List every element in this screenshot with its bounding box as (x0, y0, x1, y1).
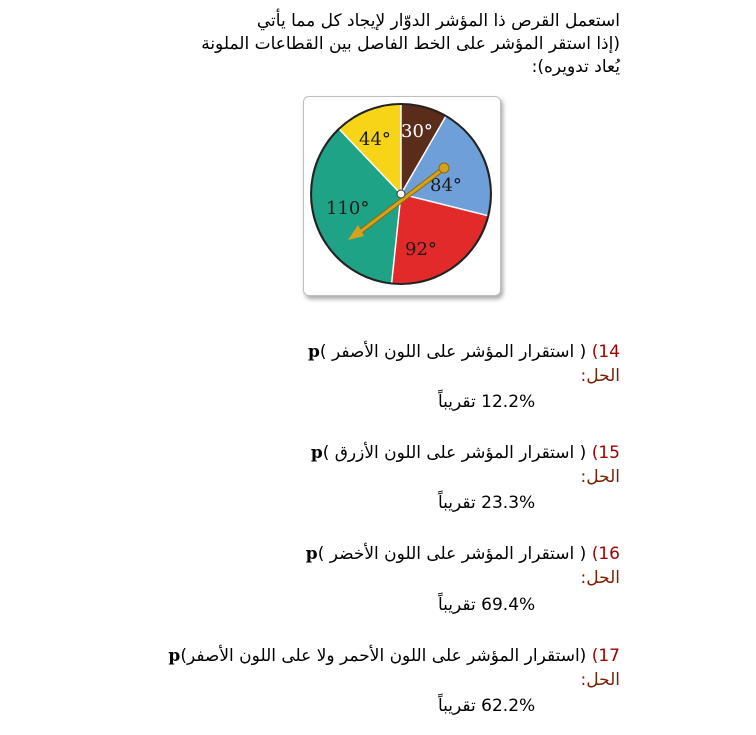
problem-number: 15) (591, 443, 620, 463)
problem-text: ( استقرار المؤشر على اللون الأصفر ) (319, 342, 587, 362)
problem-text: (استقرار المؤشر على اللون الأحمر ولا على اللون الأصفر) (180, 646, 587, 666)
answer-17: 62.2% تقريباً (438, 696, 536, 716)
probability-symbol: p (305, 544, 318, 564)
problem-17 (20, 644, 620, 692)
problem-14 (20, 340, 620, 388)
intro-text (60, 10, 620, 79)
problem-text: ( استقرار المؤشر على اللون الأخضر ) (317, 544, 587, 564)
label-30: 30° (401, 121, 433, 142)
intro-line-1: استعمل القرص ذا المؤشر الدوّار لإيجاد كل مما يأتي (256, 11, 620, 31)
solution-label: الحل: (580, 670, 620, 690)
problem-text: ( استقرار المؤشر على اللون الأزرق ) (322, 443, 587, 463)
answer-14: 12.2% تقريباً (438, 392, 536, 412)
answer-15: 23.3% تقريباً (438, 493, 536, 513)
spinner-figure (303, 96, 501, 296)
problem-15 (20, 441, 620, 489)
solution-label: الحل: (580, 568, 620, 588)
problem-16 (20, 542, 620, 590)
label-92: 92° (405, 239, 437, 260)
label-84: 84° (430, 175, 462, 196)
answer-16: 69.4% تقريباً (438, 595, 536, 615)
probability-symbol: p (168, 646, 181, 666)
intro-line-2: (إذا استقر المؤشر على الخط الفاصل بين القطاعات الملونة (201, 34, 620, 54)
solution-label: الحل: (580, 467, 620, 487)
problem-number: 14) (591, 342, 620, 362)
problem-number: 16) (591, 544, 620, 564)
label-110: 110° (326, 198, 370, 219)
problem-number: 17) (591, 646, 620, 666)
probability-symbol: p (308, 342, 320, 362)
spinner-svg (304, 97, 500, 295)
intro-line-3: يُعاد تدويره): (531, 57, 620, 77)
solution-label: الحل: (580, 366, 620, 386)
label-44: 44° (359, 129, 391, 150)
probability-symbol: p (310, 443, 323, 463)
